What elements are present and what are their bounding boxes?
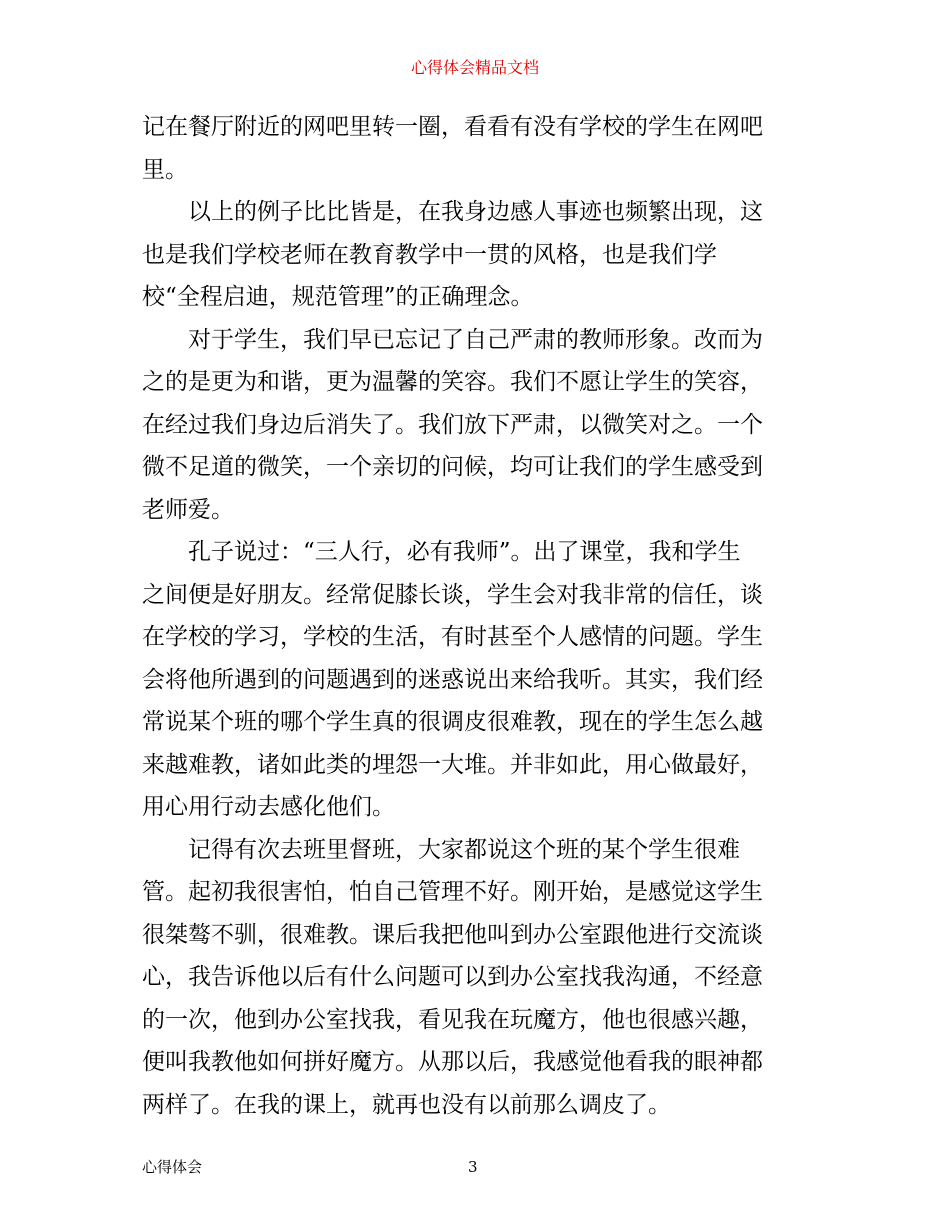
footer-label: 心得体会 (142, 1158, 203, 1176)
paragraph-start-line: 以上的例子比比皆是，在我身边感人事迹也频繁出现，这 (188, 199, 763, 225)
text-line: 管。起初我很害怕，怕自己管理不好。刚开始，是感觉这学生 (142, 879, 763, 905)
text-line: 常说某个班的哪个学生真的很调皮很难教，现在的学生怎么越 (142, 709, 763, 735)
text-line: 校“全程启迪，规范管理”的正确理念。 (142, 284, 534, 310)
page-number: 3 (468, 1158, 478, 1176)
document-body (142, 106, 812, 1126)
text-line: 心，我告诉他以后有什么问题可以到办公室找我沟通，不经意 (142, 964, 763, 990)
text-line: 里。 (142, 156, 188, 183)
paragraph-start-line: 孔子说过：“三人行，必有我师”。出了课堂，我和学生 (188, 539, 741, 565)
text-line: 在学校的学习，学校的生活，有时甚至个人感情的问题。学生 (142, 624, 763, 650)
page-header-title: 心得体会精品文档 (410, 58, 539, 77)
text-line: 两样了。在我的课上，就再也没有以前那么调皮了。 (142, 1091, 671, 1118)
text-line: 用心用行动去感化他们。 (142, 794, 395, 820)
text-line: 记在餐厅附近的网吧里转一圈，看看有没有学校的学生在网吧 (142, 114, 763, 140)
text-line: 之间便是好朋友。经常促膝长谈，学生会对我非常的信任，谈 (142, 581, 763, 608)
text-line: 的一次，他到办公室找我，看见我在玩魔方，他也很感兴趣， (142, 1006, 763, 1033)
text-line: 会将他所遇到的问题遇到的迷惑说出来给我听。其实，我们经 (142, 666, 763, 693)
paragraph-start-line: 记得有次去班里督班，大家都说这个班的某个学生很难 (188, 836, 740, 863)
paragraph-start-line: 对于学生，我们早已忘记了自己严肃的教师形象。改而为 (188, 326, 763, 353)
text-line: 微不足道的微笑，一个亲切的问候，均可让我们的学生感受到 (142, 454, 763, 480)
text-line: 来越难教，诸如此类的埋怨一大堆。并非如此，用心做最好， (142, 751, 763, 778)
text-line: 便叫我教他如何拼好魔方。从那以后，我感觉他看我的眼神都 (142, 1049, 763, 1075)
text-line: 很桀骜不驯，很难教。课后我把他叫到办公室跟他进行交流谈 (142, 921, 763, 948)
text-line: 也是我们学校老师在教育教学中一贯的风格，也是我们学 (142, 241, 717, 268)
text-line: 之的是更为和谐，更为温馨的笑容。我们不愿让学生的笑容， (142, 369, 763, 395)
text-line: 老师爱。 (142, 496, 234, 523)
text-line: 在经过我们身边后消失了。我们放下严肃，以微笑对之。一个 (142, 411, 763, 438)
